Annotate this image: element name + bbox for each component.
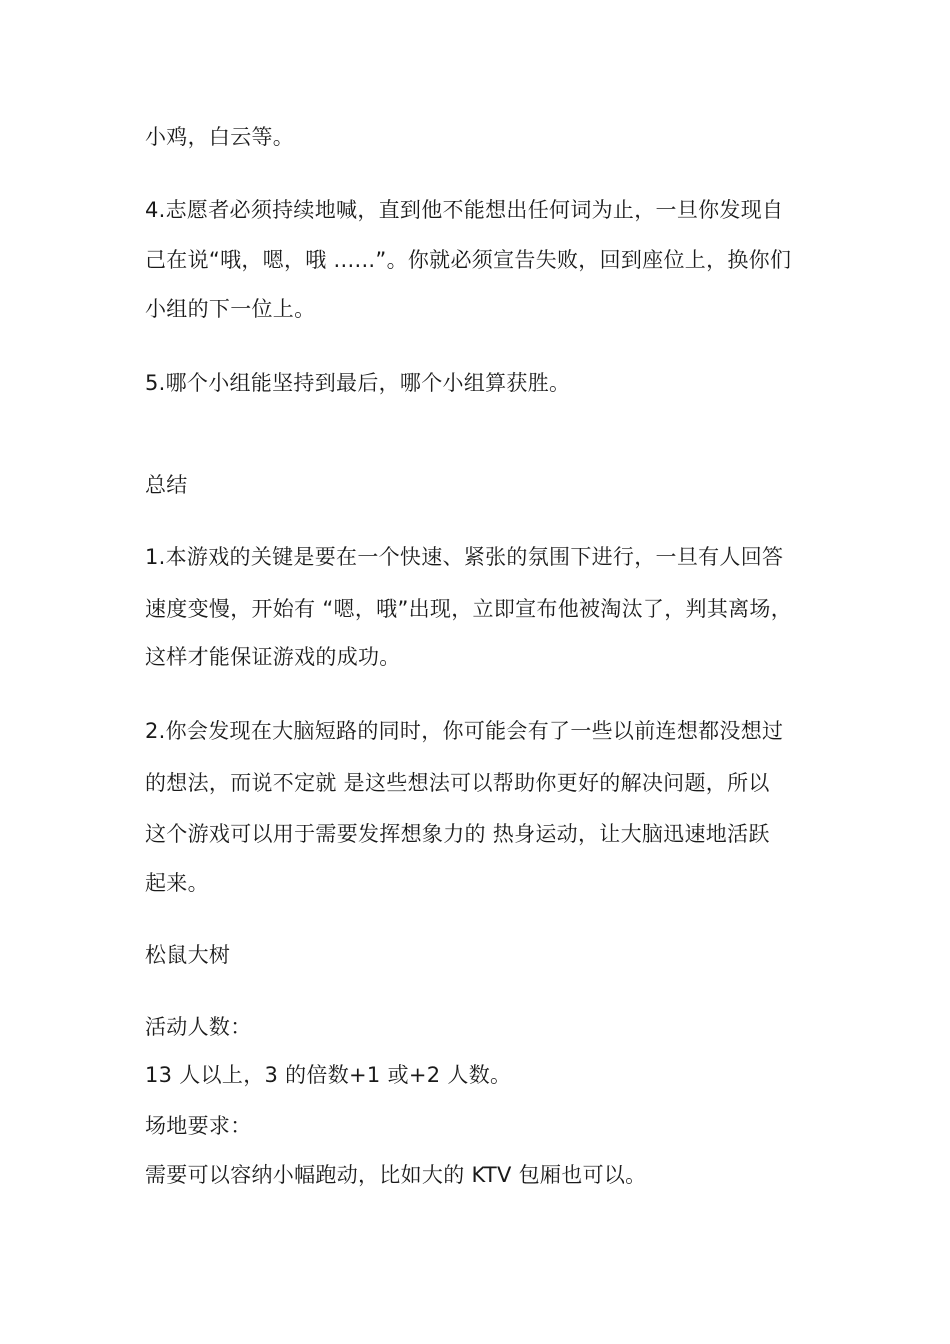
summary-1-line-1: 1.本游戏的关键是要在一个快速、紧张的氛围下进行，一旦有人回答: [145, 545, 784, 569]
section-heading-summary: 总结: [145, 473, 188, 497]
rule-4-line-1: 4.志愿者必须持续地喊，直到他不能想出任何词为止，一旦你发现自: [145, 198, 784, 222]
summary-1-line-2: 速度变慢，开始有 “嗯，哦”出现，立即宣布他被淘汰了，判其离场，: [145, 597, 793, 621]
summary-1-line-3: 这样才能保证游戏的成功。: [145, 645, 401, 669]
players-label: 活动人数：: [145, 1015, 252, 1039]
summary-2-line-2: 的想法，而说不定就 是这些想法可以帮助你更好的解决问题，所以: [145, 771, 770, 795]
summary-2-line-1: 2.你会发现在大脑短路的同时，你可能会有了一些以前连想都没想过: [145, 719, 784, 743]
rule-4-line-2: 己在说“哦，嗯，哦 ......”。你就必须宣告失败，回到座位上，换你们: [145, 248, 792, 272]
document-page: [145, 0, 815, 1344]
summary-2-line-4: 起来。: [145, 871, 209, 895]
players-value: 13 人以上，3 的倍数+1 或+2 人数。: [145, 1063, 512, 1087]
summary-2-line-3: 这个游戏可以用于需要发挥想象力的 热身运动，让大脑迅速地活跃: [145, 822, 770, 846]
rule-4-line-3: 小组的下一位上。: [145, 297, 316, 321]
rule-5-line: 5.哪个小组能坚持到最后，哪个小组算获胜。: [145, 371, 571, 395]
paragraph-continued-line: 小鸡，白云等。: [145, 125, 295, 149]
venue-label: 场地要求：: [145, 1114, 252, 1138]
venue-value: 需要可以容纳小幅跑动，比如大的 KTV 包厢也可以。: [145, 1163, 647, 1187]
section-heading-game: 松鼠大树: [145, 943, 231, 967]
